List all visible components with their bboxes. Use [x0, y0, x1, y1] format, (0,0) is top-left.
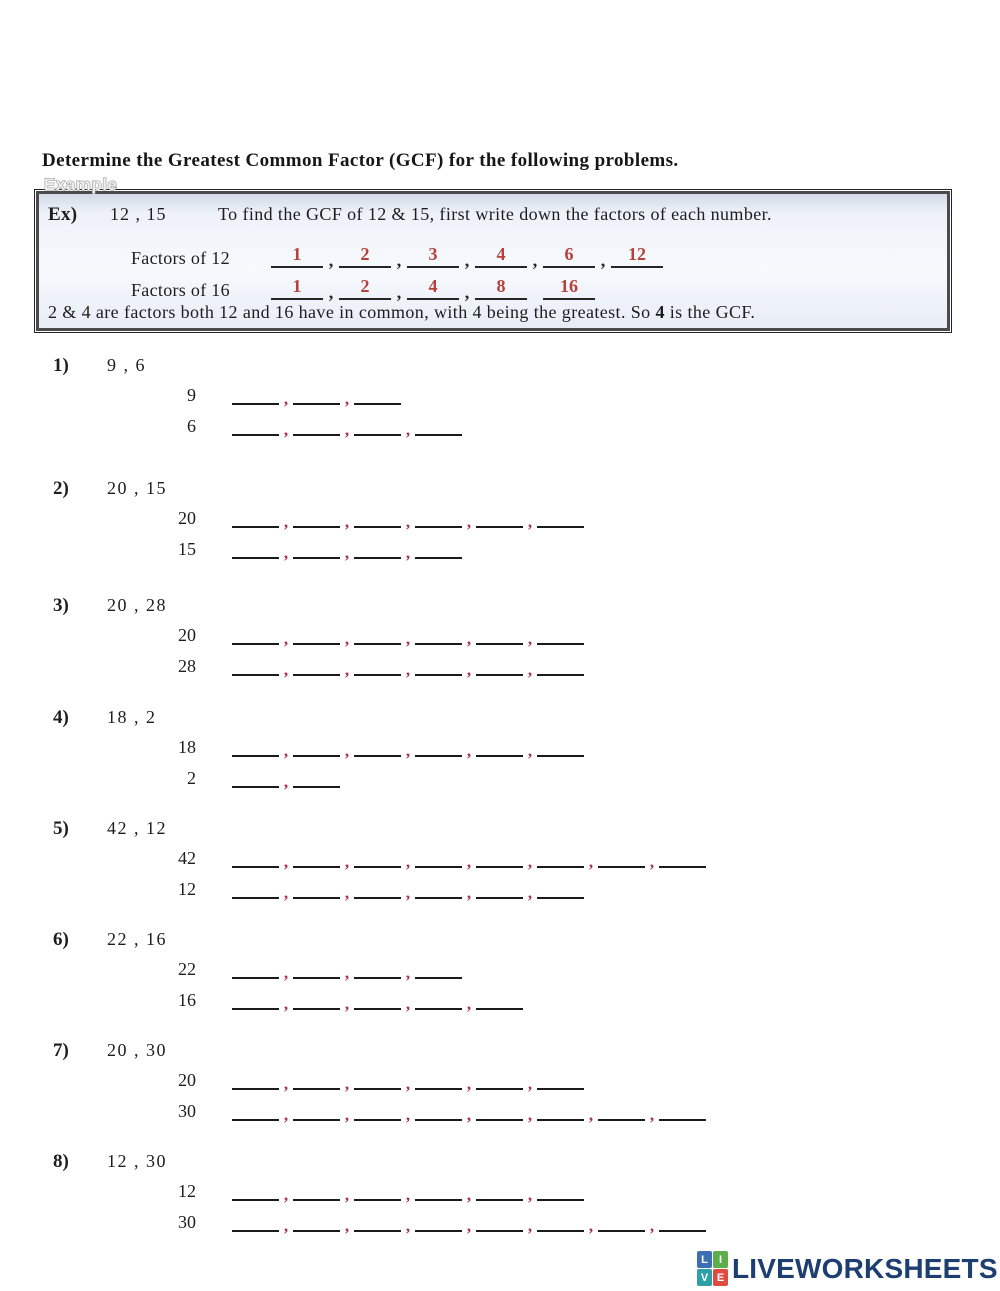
- problem-pair: 20 , 28: [107, 595, 167, 615]
- comma-separator: ,: [405, 420, 411, 439]
- factor-blank[interactable]: [537, 848, 584, 868]
- comma-separator: ,: [283, 994, 289, 1013]
- factor-blank[interactable]: [415, 1070, 462, 1090]
- factor-row-label: 6: [187, 416, 196, 436]
- problem-6: [53, 929, 793, 1024]
- comma-separator: ,: [466, 512, 472, 531]
- comma-separator: ,: [344, 1074, 350, 1093]
- comma-separator: ,: [600, 250, 606, 270]
- example-answer: 2: [339, 242, 391, 268]
- comma-separator: ,: [588, 852, 594, 871]
- factor-blank[interactable]: [354, 656, 401, 676]
- example-description: To find the GCF of 12 & 15, first write down the factors of each number.: [218, 204, 772, 224]
- example-answer: 6: [543, 242, 595, 268]
- comma-separator: ,: [466, 883, 472, 902]
- example-answer: 3: [407, 242, 459, 268]
- factor-row-label: 28: [178, 656, 196, 676]
- factor-row: [53, 1068, 584, 1093]
- comma-separator: ,: [344, 660, 350, 679]
- comma-separator: ,: [405, 543, 411, 562]
- problem-number: 5): [53, 818, 69, 839]
- comma-separator: ,: [466, 852, 472, 871]
- problem-number: 1): [53, 355, 69, 376]
- comma-separator: ,: [405, 1105, 411, 1124]
- factor-blank[interactable]: [293, 1212, 340, 1232]
- problem-3: [53, 595, 793, 690]
- comma-separator: ,: [466, 629, 472, 648]
- comma-separator: ,: [405, 660, 411, 679]
- example-answer: 16: [543, 274, 595, 300]
- factor-blank[interactable]: [415, 508, 462, 528]
- factor-blank[interactable]: [293, 625, 340, 645]
- factor-blank[interactable]: [476, 1101, 523, 1121]
- factor-blank[interactable]: [293, 737, 340, 757]
- factor-blank[interactable]: [354, 416, 401, 436]
- example-factor-row: [131, 242, 663, 268]
- comma-separator: ,: [283, 883, 289, 902]
- comma-separator: ,: [649, 852, 655, 871]
- comma-separator: ,: [283, 963, 289, 982]
- comma-separator: ,: [527, 512, 533, 531]
- problem-pair: 20 , 15: [107, 478, 167, 498]
- problem-1: [53, 355, 793, 450]
- comma-separator: ,: [344, 1216, 350, 1235]
- problem-number: 6): [53, 929, 69, 950]
- comma-separator: ,: [405, 1185, 411, 1204]
- comma-separator: ,: [396, 282, 402, 302]
- factor-blank[interactable]: [537, 1101, 584, 1121]
- factor-row-label: 15: [178, 539, 196, 559]
- factor-blank[interactable]: [232, 959, 279, 979]
- problem-number: 4): [53, 707, 69, 728]
- factor-blank[interactable]: [598, 848, 645, 868]
- problem-4: [53, 707, 793, 802]
- factor-blank[interactable]: [293, 1101, 340, 1121]
- factor-blank[interactable]: [476, 1181, 523, 1201]
- example-answer: 4: [475, 242, 527, 268]
- comma-separator: ,: [405, 1074, 411, 1093]
- factor-blank[interactable]: [354, 990, 401, 1010]
- comma-separator: ,: [527, 852, 533, 871]
- comma-separator: ,: [464, 250, 470, 270]
- factor-row: [53, 506, 584, 531]
- logo-square-l: L: [697, 1251, 712, 1268]
- comma-separator: ,: [344, 1185, 350, 1204]
- factor-blank[interactable]: [232, 656, 279, 676]
- factor-blank[interactable]: [598, 1101, 645, 1121]
- factor-blank[interactable]: [293, 848, 340, 868]
- example-answer: 2: [339, 274, 391, 300]
- factor-blank[interactable]: [232, 879, 279, 899]
- problem-2: [53, 478, 793, 573]
- comma-separator: ,: [344, 389, 350, 408]
- factor-row: [53, 383, 401, 408]
- comma-separator: ,: [344, 1105, 350, 1124]
- liveworksheets-brand-text: LIVEWORKSHEETS: [732, 1252, 998, 1284]
- factor-row-label: 42: [178, 848, 196, 868]
- problem-pair: 22 , 16: [107, 929, 167, 949]
- factor-row-label: 20: [178, 625, 196, 645]
- factor-blank[interactable]: [598, 1212, 645, 1232]
- comma-separator: ,: [466, 1216, 472, 1235]
- comma-separator: ,: [283, 543, 289, 562]
- factor-row: [53, 1210, 706, 1235]
- factor-row: [53, 735, 584, 760]
- problem-pair: 12 , 30: [107, 1151, 167, 1171]
- example-note-text: 2 & 4 are factors both 12 and 16 have in common, with 4 being the greatest. So: [48, 302, 656, 322]
- factor-row: [53, 846, 706, 871]
- comma-separator: ,: [527, 1074, 533, 1093]
- page-title: Determine the Greatest Common Factor (GCF) for the following problems.: [42, 150, 679, 171]
- example-row-label: Factors of 12: [131, 248, 230, 268]
- problem-pair: 18 , 2: [107, 707, 157, 727]
- comma-separator: ,: [344, 543, 350, 562]
- factor-blank[interactable]: [232, 1212, 279, 1232]
- factor-blank[interactable]: [659, 1212, 706, 1232]
- comma-separator: ,: [344, 512, 350, 531]
- problem-7: [53, 1040, 793, 1135]
- comma-separator: ,: [527, 1185, 533, 1204]
- problem-header: [53, 1151, 167, 1173]
- factor-blank[interactable]: [293, 385, 340, 405]
- factor-blank[interactable]: [537, 625, 584, 645]
- problem-header: [53, 707, 157, 729]
- factor-blank[interactable]: [354, 508, 401, 528]
- factor-blank[interactable]: [293, 768, 340, 788]
- comma-separator: ,: [649, 1216, 655, 1235]
- factor-blank[interactable]: [476, 1070, 523, 1090]
- factor-blank[interactable]: [537, 1070, 584, 1090]
- comma-separator: ,: [283, 389, 289, 408]
- factor-blank[interactable]: [293, 1181, 340, 1201]
- factor-blank[interactable]: [476, 737, 523, 757]
- factor-blank[interactable]: [476, 990, 523, 1010]
- logo-square-v: V: [697, 1269, 712, 1286]
- comma-separator: ,: [527, 883, 533, 902]
- factor-blank[interactable]: [232, 1101, 279, 1121]
- comma-separator: ,: [588, 1216, 594, 1235]
- factor-blank[interactable]: [415, 959, 462, 979]
- factor-blank[interactable]: [415, 1212, 462, 1232]
- factor-blank[interactable]: [293, 416, 340, 436]
- problem-header: [53, 355, 146, 377]
- factor-blank[interactable]: [537, 1212, 584, 1232]
- factor-blank[interactable]: [354, 539, 401, 559]
- factor-row-label: 12: [178, 1181, 196, 1201]
- factor-row: [53, 957, 462, 982]
- factor-blank[interactable]: [232, 625, 279, 645]
- factor-blank[interactable]: [232, 768, 279, 788]
- factor-blank[interactable]: [293, 959, 340, 979]
- factor-blank[interactable]: [354, 737, 401, 757]
- comma-separator: ,: [464, 282, 470, 302]
- comma-separator: ,: [405, 741, 411, 760]
- factor-blank[interactable]: [293, 879, 340, 899]
- factor-row: [53, 654, 584, 679]
- comma-separator: ,: [405, 629, 411, 648]
- factor-blank[interactable]: [476, 879, 523, 899]
- factor-blank[interactable]: [659, 1101, 706, 1121]
- problem-header: [53, 929, 167, 951]
- comma-separator: ,: [283, 1105, 289, 1124]
- example-note: [48, 302, 755, 323]
- problem-header: [53, 478, 167, 500]
- liveworksheets-logo: [697, 1251, 998, 1286]
- comma-separator: ,: [649, 1105, 655, 1124]
- problem-number: 8): [53, 1151, 69, 1172]
- factor-blank[interactable]: [232, 539, 279, 559]
- factor-row: [53, 537, 462, 562]
- factor-row-label: 2: [187, 768, 196, 788]
- comma-separator: ,: [344, 420, 350, 439]
- factor-blank[interactable]: [537, 737, 584, 757]
- factor-blank[interactable]: [293, 1070, 340, 1090]
- comma-separator: ,: [344, 963, 350, 982]
- factor-blank[interactable]: [415, 416, 462, 436]
- comma-separator: ,: [405, 963, 411, 982]
- comma-separator: ,: [396, 250, 402, 270]
- problem-header: [53, 595, 167, 617]
- factor-blank[interactable]: [537, 1181, 584, 1201]
- factor-blank[interactable]: [415, 737, 462, 757]
- factor-blank[interactable]: [659, 848, 706, 868]
- comma-separator: ,: [283, 741, 289, 760]
- factor-row-label: 20: [178, 508, 196, 528]
- comma-separator: ,: [283, 420, 289, 439]
- factor-blank[interactable]: [415, 539, 462, 559]
- factor-row: [53, 1179, 584, 1204]
- comma-separator: ,: [405, 1216, 411, 1235]
- factor-blank[interactable]: [476, 848, 523, 868]
- factor-blank[interactable]: [476, 656, 523, 676]
- comma-separator: ,: [405, 883, 411, 902]
- example-answer: 1: [271, 274, 323, 300]
- comma-separator: ,: [344, 852, 350, 871]
- factor-blank[interactable]: [354, 848, 401, 868]
- comma-separator: ,: [344, 629, 350, 648]
- comma-separator: ,: [344, 741, 350, 760]
- comma-separator: ,: [527, 741, 533, 760]
- factor-blank[interactable]: [354, 1181, 401, 1201]
- factor-blank[interactable]: [354, 385, 401, 405]
- comma-separator: ,: [466, 1074, 472, 1093]
- logo-square-e: E: [713, 1269, 728, 1286]
- example-box: [36, 191, 950, 331]
- comma-separator: ,: [466, 1185, 472, 1204]
- comma-separator: ,: [283, 629, 289, 648]
- comma-separator: ,: [527, 629, 533, 648]
- comma-separator: ,: [283, 852, 289, 871]
- example-answer: 4: [407, 274, 459, 300]
- comma-separator: ,: [405, 852, 411, 871]
- problem-5: [53, 818, 793, 913]
- factor-blank[interactable]: [232, 1181, 279, 1201]
- comma-separator: ,: [466, 1105, 472, 1124]
- factor-row-label: 16: [178, 990, 196, 1010]
- comma-separator: ,: [405, 994, 411, 1013]
- example-row-label: Factors of 16: [131, 280, 230, 300]
- problem-pair: 9 , 6: [107, 355, 146, 375]
- example-answer: 1: [271, 242, 323, 268]
- factor-blank[interactable]: [232, 508, 279, 528]
- factor-blank[interactable]: [537, 656, 584, 676]
- factor-blank[interactable]: [415, 990, 462, 1010]
- comma-separator: ,: [328, 282, 334, 302]
- example-answer: 12: [611, 242, 663, 268]
- factor-row-label: 20: [178, 1070, 196, 1090]
- comma-separator: ,: [283, 1074, 289, 1093]
- problem-number: 2): [53, 478, 69, 499]
- comma-separator: ,: [466, 994, 472, 1013]
- comma-separator: ,: [527, 660, 533, 679]
- factor-blank[interactable]: [537, 508, 584, 528]
- example-tab-label: Example: [44, 175, 118, 194]
- problem-pair: 42 , 12: [107, 818, 167, 838]
- factor-row: [53, 988, 523, 1013]
- factor-blank[interactable]: [354, 1070, 401, 1090]
- example-answer: 8: [475, 274, 527, 300]
- comma-separator: ,: [532, 250, 538, 270]
- example-pair: 12 , 15: [110, 204, 167, 224]
- problem-pair: 20 , 30: [107, 1040, 167, 1060]
- problem-number: 7): [53, 1040, 69, 1061]
- factor-blank[interactable]: [232, 1070, 279, 1090]
- liveworksheets-logo-icon: [697, 1251, 728, 1286]
- factor-blank[interactable]: [293, 508, 340, 528]
- comma-separator: ,: [466, 741, 472, 760]
- factor-row: [53, 623, 584, 648]
- factor-row: [53, 414, 462, 439]
- factor-blank[interactable]: [232, 990, 279, 1010]
- factor-blank[interactable]: [415, 656, 462, 676]
- comma-separator: ,: [283, 772, 289, 791]
- factor-row-label: 30: [178, 1101, 196, 1121]
- factor-blank[interactable]: [232, 848, 279, 868]
- comma-separator: ,: [588, 1105, 594, 1124]
- comma-separator: ,: [466, 660, 472, 679]
- factor-blank[interactable]: [415, 879, 462, 899]
- factor-row-label: 30: [178, 1212, 196, 1232]
- factor-blank[interactable]: [293, 656, 340, 676]
- factor-blank[interactable]: [232, 416, 279, 436]
- problem-header: [53, 818, 167, 840]
- factor-row: [53, 766, 340, 791]
- comma-separator: ,: [283, 660, 289, 679]
- example-label: Ex): [48, 204, 78, 225]
- problem-8: [53, 1151, 793, 1246]
- factor-blank[interactable]: [415, 1181, 462, 1201]
- factor-blank[interactable]: [354, 1101, 401, 1121]
- factor-row-label: 18: [178, 737, 196, 757]
- factor-blank[interactable]: [293, 990, 340, 1010]
- example-factor-row: [131, 274, 595, 300]
- factor-blank[interactable]: [354, 625, 401, 645]
- factor-blank[interactable]: [476, 508, 523, 528]
- comma-separator: ,: [344, 994, 350, 1013]
- example-header-line: [48, 204, 772, 226]
- comma-separator: ,: [283, 1216, 289, 1235]
- example-note-text-end: is the GCF.: [664, 302, 756, 322]
- factor-blank[interactable]: [293, 539, 340, 559]
- factor-row: [53, 1099, 706, 1124]
- problem-number: 3): [53, 595, 69, 616]
- factor-blank[interactable]: [476, 1212, 523, 1232]
- comma-separator: ,: [405, 512, 411, 531]
- comma-separator: ,: [283, 1185, 289, 1204]
- factor-row-label: 9: [187, 385, 196, 405]
- factor-blank[interactable]: [415, 1101, 462, 1121]
- factor-blank[interactable]: [232, 737, 279, 757]
- comma-separator: ,: [527, 1105, 533, 1124]
- factor-row: [53, 877, 584, 902]
- comma-separator: ,: [527, 1216, 533, 1235]
- comma-separator: ,: [328, 250, 334, 270]
- comma-separator: ,: [283, 512, 289, 531]
- factor-blank[interactable]: [415, 625, 462, 645]
- factor-blank[interactable]: [537, 879, 584, 899]
- factor-blank[interactable]: [415, 848, 462, 868]
- factor-blank[interactable]: [232, 385, 279, 405]
- factor-blank[interactable]: [476, 625, 523, 645]
- gcf-emphasis: 4: [655, 302, 665, 322]
- logo-square-i: I: [713, 1251, 728, 1268]
- problem-header: [53, 1040, 167, 1062]
- factor-blank[interactable]: [354, 879, 401, 899]
- factor-blank[interactable]: [354, 959, 401, 979]
- comma-separator: ,: [344, 883, 350, 902]
- factor-row-label: 22: [178, 959, 196, 979]
- factor-row-label: 12: [178, 879, 196, 899]
- factor-blank[interactable]: [354, 1212, 401, 1232]
